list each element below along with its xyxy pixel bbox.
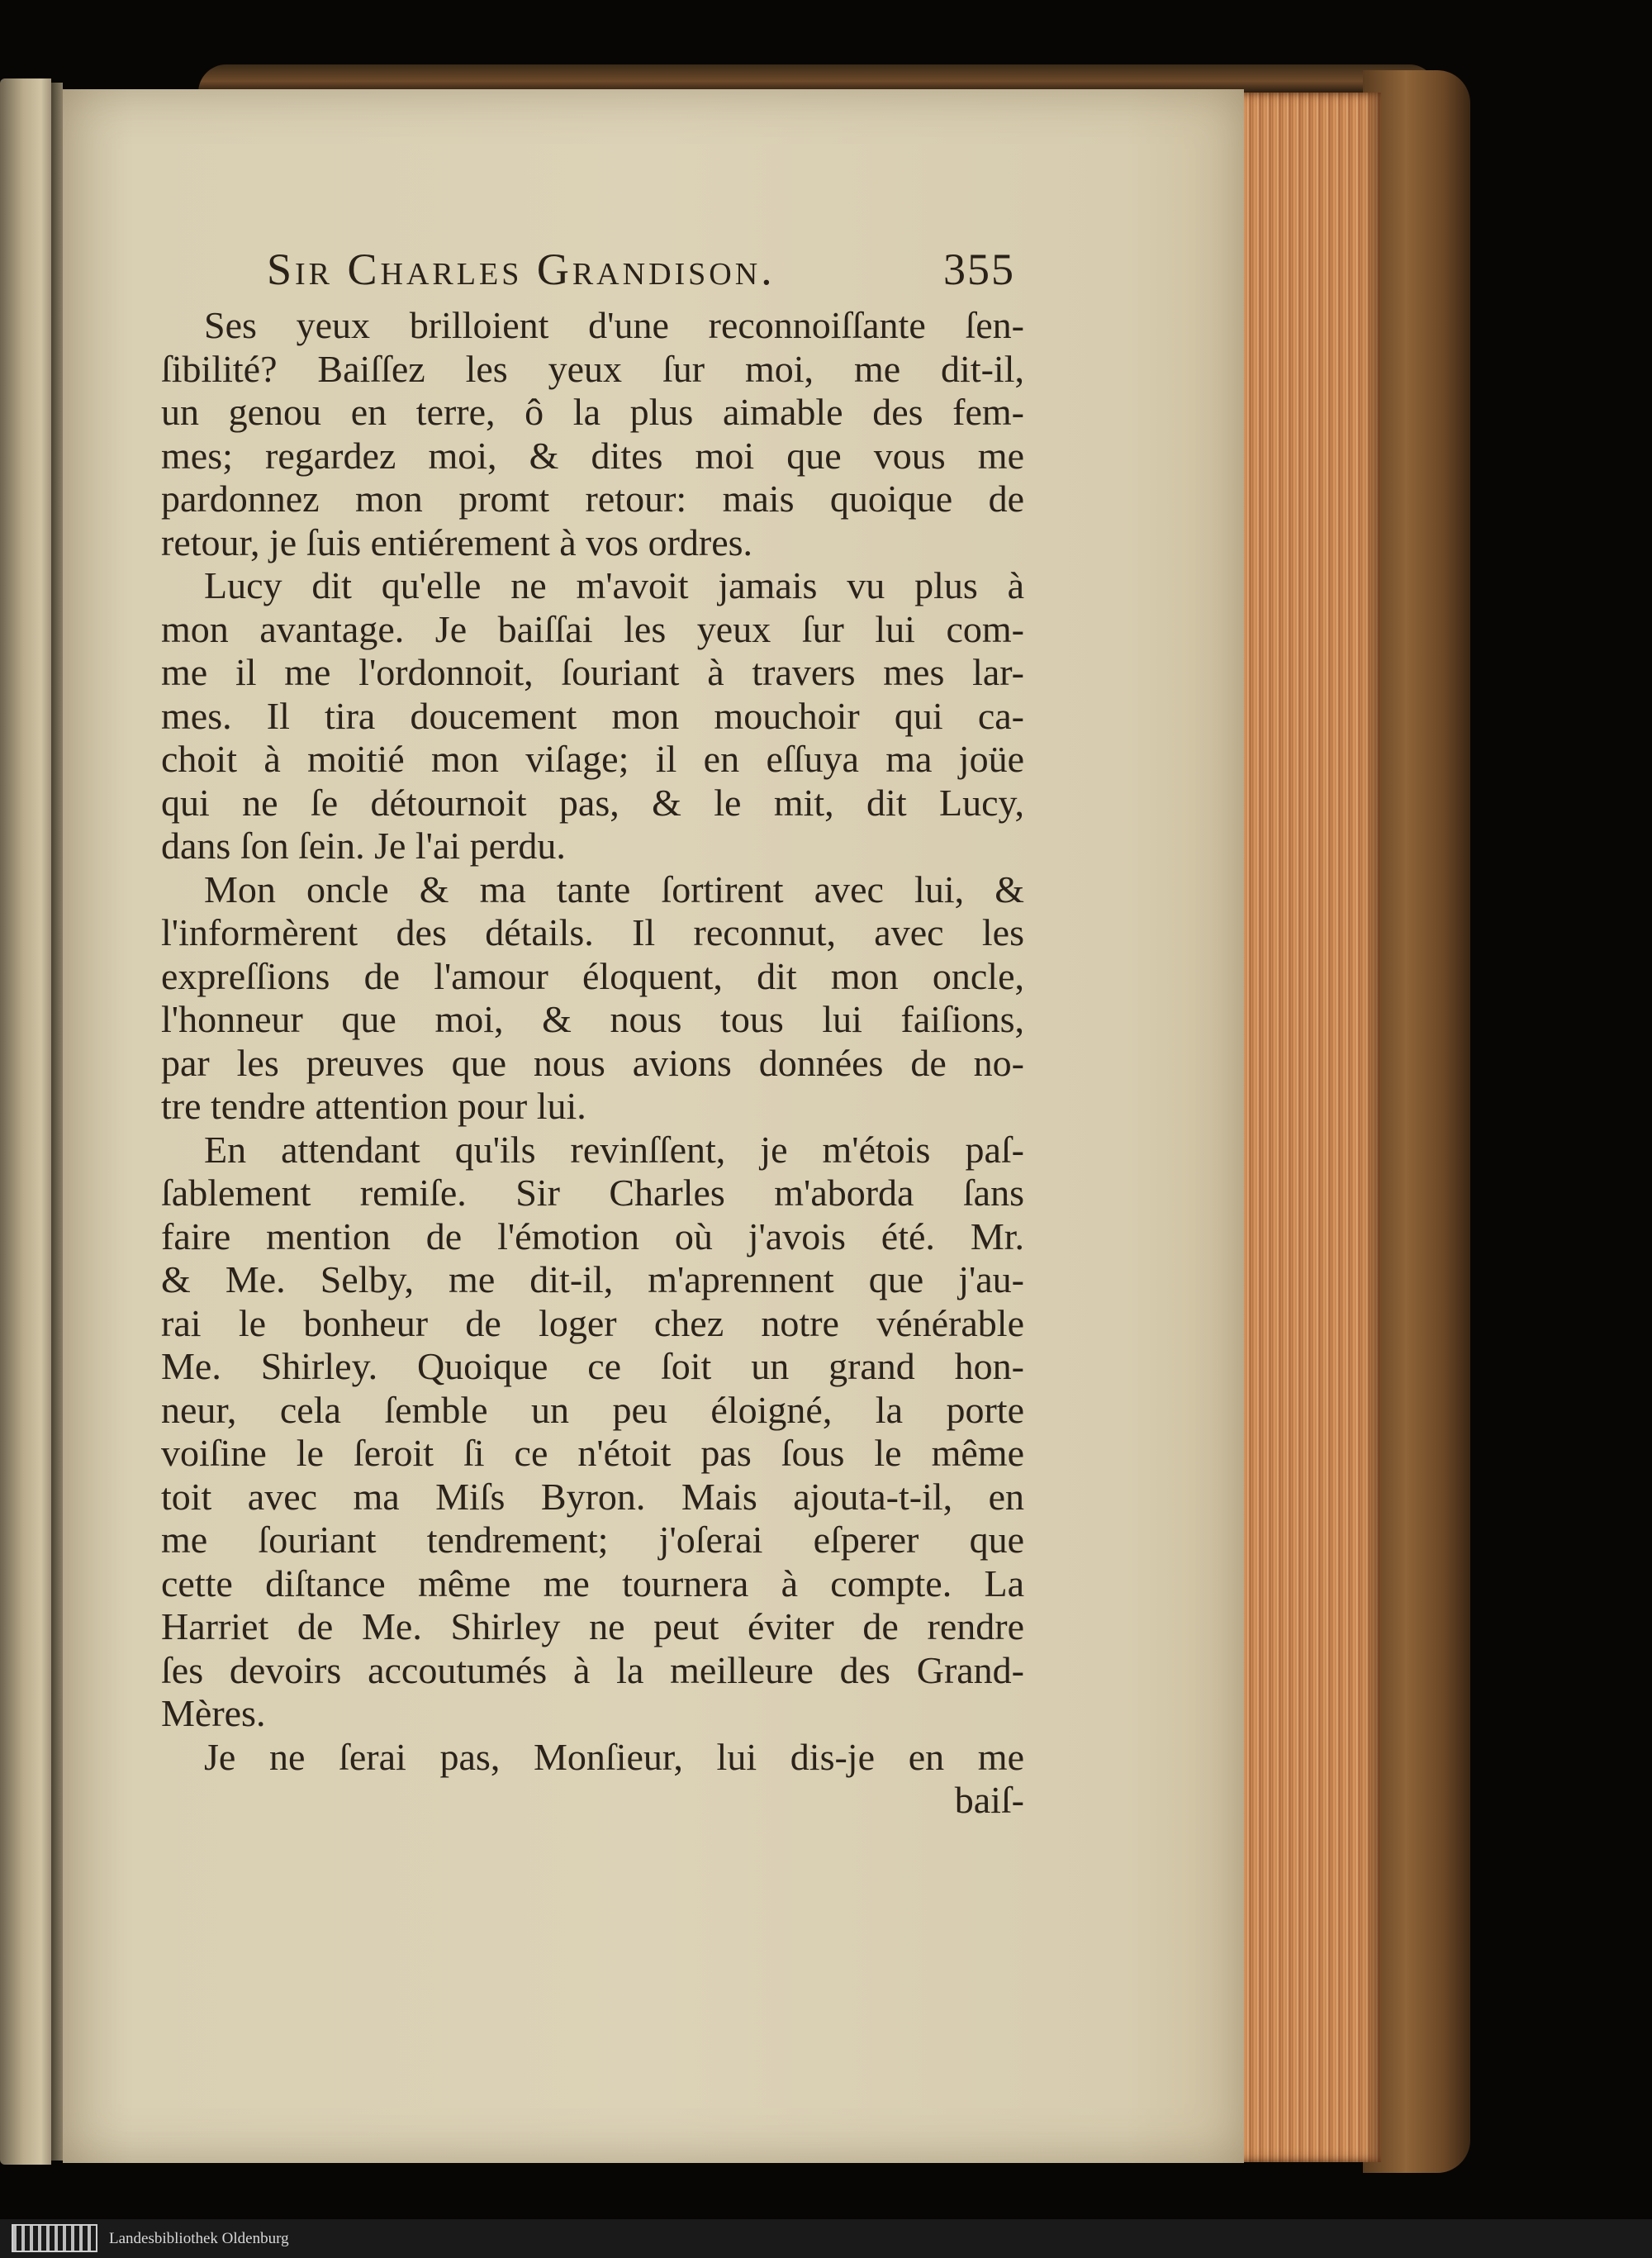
- text-line: dans ſon ſein. Je l'ai perdu.: [161, 825, 566, 867]
- library-logo-icon: [12, 2224, 97, 2252]
- body-text: [161, 304, 1024, 1823]
- text-line: me ſouriant tendrement; j'oſerai eſperer que: [161, 1519, 1024, 1561]
- text-line: l'honneur que moi, & nous tous lui faiſions,: [161, 998, 1024, 1040]
- text-line: retour, je ſuis entiérement à vos ordres.: [161, 521, 753, 563]
- text-line: Ses yeux brilloient d'une reconnoiſſante ſen-: [204, 304, 1024, 346]
- text-line: Mères.: [161, 1692, 266, 1734]
- page-number: 355: [943, 245, 1015, 294]
- library-name: Landesbibliothek Oldenburg: [109, 2230, 289, 2247]
- text-line: pardonnez mon promt retour: mais quoique de: [161, 478, 1024, 520]
- text-line: voiſine le ſeroit ſi ce n'étoit pas ſous le même: [161, 1432, 1024, 1474]
- text-line: rai le bonheur de loger chez notre vénérable: [161, 1301, 1024, 1344]
- text-line: tre tendre attention pour lui.: [161, 1085, 586, 1127]
- text-line: Je ne ſerai pas, Monſieur, lui dis-je en me: [204, 1735, 1024, 1778]
- text-line: Mon oncle & ma tante ſortirent avec lui, &: [204, 868, 1024, 910]
- text-line: ſablement remiſe. Sir Charles m'aborda ſans: [161, 1172, 1024, 1214]
- footer-bar: [0, 2219, 1652, 2258]
- text-line: faire mention de l'émotion où j'avois été. Mr.: [161, 1215, 1024, 1257]
- text-line: mes; regardez moi, & dites moi que vous me: [161, 434, 1024, 477]
- text-line: Harriet de Me. Shirley ne peut éviter de rendre: [161, 1605, 1024, 1647]
- text-line: mon avantage. Je baiſſai les yeux ſur lui com-: [161, 607, 1024, 650]
- text-line: Me. Shirley. Quoique ce ſoit un grand hon-: [161, 1345, 1024, 1387]
- text-line: par les preuves que nous avions données de no-: [161, 1041, 1024, 1084]
- text-line: me il me l'ordonnoit, ſouriant à travers mes lar-: [161, 651, 1024, 693]
- catchword: baiſ-: [954, 1779, 1024, 1821]
- facing-page-edge: [0, 78, 51, 2165]
- text-line: & Me. Selby, me dit-il, m'aprennent que j'au-: [161, 1258, 1024, 1300]
- page-header: [267, 240, 1015, 299]
- text-line: Lucy dit qu'elle ne m'avoit jamais vu plus à: [204, 564, 1024, 606]
- text-line: cette diſtance même me tournera à compte. La: [161, 1562, 1024, 1604]
- book-cover-top: [198, 64, 1437, 93]
- text-line: ſibilité? Baiſſez les yeux ſur moi, me dit-il,: [161, 347, 1024, 390]
- text-line: En attendant qu'ils revinſſent, je m'étois paſ-: [204, 1128, 1024, 1171]
- page-block-edges: [1232, 93, 1381, 2162]
- text-line: l'informèrent des détails. Il reconnut, avec les: [161, 911, 1024, 953]
- text-line: toit avec ma Miſs Byron. Mais ajouta-t-il, en: [161, 1475, 1024, 1518]
- book-gutter: [51, 83, 63, 2161]
- text-line: ſes devoirs accoutumés à la meilleure des Grand-: [161, 1648, 1024, 1691]
- text-line: un genou en terre, ô la plus aimable des fem-: [161, 391, 1024, 433]
- text-line: expreſſions de l'amour éloquent, dit mon oncle,: [161, 954, 1024, 997]
- text-line: mes. Il tira doucement mon mouchoir qui ca-: [161, 694, 1024, 737]
- text-line: choit à moitié mon viſage; il en eſſuya ma joüe: [161, 738, 1024, 780]
- running-title: Sir Charles Grandison.: [267, 245, 776, 294]
- text-line: neur, cela ſemble un peu éloigné, la porte: [161, 1388, 1024, 1431]
- text-line: qui ne ſe détournoit pas, & le mit, dit Lucy,: [161, 781, 1024, 824]
